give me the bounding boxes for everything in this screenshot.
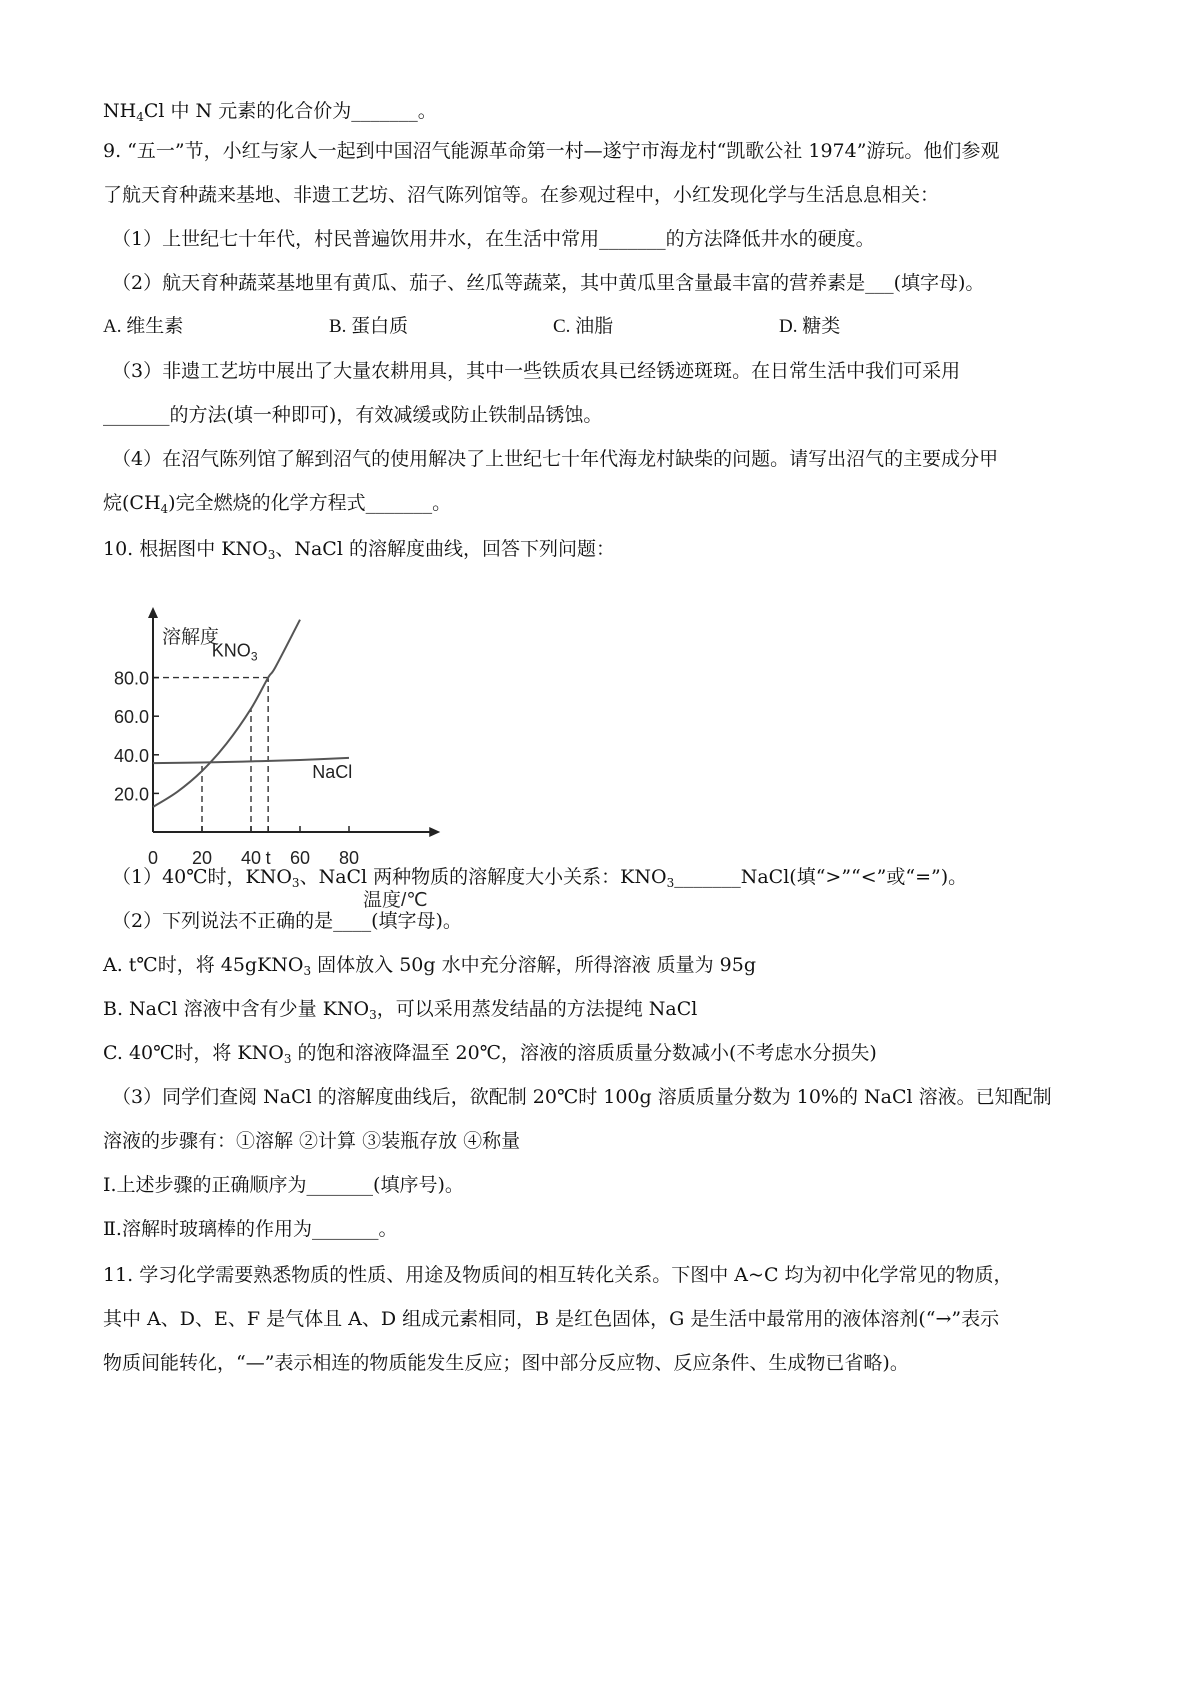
- x-tick-label: 0: [147, 848, 159, 868]
- q10-option-a: A. t℃时，将 45gKNO$_3$ 固体放入 50g 水中充分溶解，所得溶液 质量为 95g: [103, 954, 756, 978]
- q10-part1: （1）40℃时，$KNO_3$、NaCl 两种物质的溶解度大小关系：$KNO_3\_\_\_\_\_\_\_NaCl$(填“>”“<”或“=”)。: [112, 866, 968, 890]
- x-tick-label: 40: [240, 848, 262, 868]
- q10-option-b: B. NaCl 溶液中含有少量 $KNO_3$，可以采用蒸发结晶的方法提纯 NaCl: [103, 998, 698, 1022]
- intro-line: $NH_4Cl$ 中 N 元素的化合价为_______。: [103, 100, 437, 124]
- x-axis-label: 温度/℃: [363, 890, 428, 911]
- q10-part3-line2: 溶液的步骤有：①溶解 ②计算 ③装瓶存放 ④称量: [103, 1130, 521, 1152]
- q10-part2: （2）下列说法不正确的是____(填字母)。: [112, 910, 462, 932]
- q9-option-a: A. 维生素: [103, 316, 184, 337]
- q9-stem-line2: 了航天育种蔬来基地、非遗工艺坊、沼气陈列馆等。在参观过程中，小红发现化学与生活息息相关：: [103, 184, 940, 206]
- q11-line3: 物质间能转化，“—”表示相连的物质能发生反应；图中部分反应物、反应条件、生成物已省略)。: [103, 1352, 909, 1374]
- q11-line2: 其中 A、D、E、F 是气体且 A、D 组成元素相同，B 是红色固体，G 是生活中最常用的液体溶剂(“→”表示: [103, 1308, 1000, 1330]
- q9-part1: （1）上世纪七十年代，村民普遍饮用井水，在生活中常用_______的方法降低井水的硬度。: [112, 228, 875, 250]
- x-tick-label: 80: [338, 848, 360, 868]
- q9-part4-line1: （4）在沼气陈列馆了解到沼气的使用解决了上世纪七十年代海龙村缺柴的问题。请写出沼气的主要成分甲: [112, 448, 999, 470]
- x-axis-arrow: [429, 827, 440, 837]
- q9-stem-line1: 9. “五一”节，小红与家人一起到中国沼气能源革命第一村—遂宁市海龙村“凯歌公社 1974”游玩。他们参观: [103, 140, 1000, 162]
- q10-part3-step-i: I.上述步骤的正确顺序为_______(填序号)。: [103, 1174, 464, 1196]
- y-tick-label: 80.0: [113, 668, 149, 689]
- q9-part3-line2: _______的方法(填一种即可)，有效减缓或防止铁制品锈蚀。: [103, 404, 603, 426]
- y-axis-label: 溶解度: [162, 627, 220, 648]
- x-tick-label: 60: [289, 848, 311, 868]
- q10-option-c: C. 40℃时，将 $KNO_3$ 的饱和溶液降温至 20℃，溶液的溶质质量分数减小(不考虑水分损失): [103, 1042, 877, 1066]
- q10-stem: 10. 根据图中 $KNO_3$、NaCl 的溶解度曲线，回答下列问题：: [103, 538, 615, 562]
- series-label-kno3: $KNO_3$: [211, 640, 258, 664]
- q9-option-c: C. 油脂: [553, 316, 614, 337]
- q11-line1: 11. 学习化学需要熟悉物质的性质、用途及物质间的相互转化关系。下图中 A~C 均为初中化学常见的物质，: [103, 1264, 1013, 1286]
- q10-part3-line1: （3）同学们查阅 NaCl 的溶解度曲线后，欲配制 20℃时 100g 溶质质量分数为 10%的 NaCl 溶液。已知配制: [112, 1086, 1052, 1108]
- y-axis-arrow: [148, 607, 158, 618]
- y-tick-label: 60.0: [113, 707, 149, 728]
- x-tick-label: t: [265, 848, 271, 868]
- q9-option-b: B. 蛋白质: [329, 316, 409, 337]
- q9-option-d: D. 糖类: [779, 316, 841, 337]
- y-tick-label: 20.0: [113, 784, 149, 805]
- x-tick-label: 20: [191, 848, 213, 868]
- q9-part2: （2）航天育种蔬菜基地里有黄瓜、茄子、丝瓜等蔬菜，其中黄瓜里含量最丰富的营养素是___(填字母)。: [112, 272, 985, 294]
- q10-part3-step-ii: Ⅱ.溶解时玻璃棒的作用为_______。: [103, 1218, 398, 1240]
- series-label-nacl: NaCl: [312, 761, 353, 782]
- q9-part3-line1: （3）非遗工艺坊中展出了大量农耕用具，其中一些铁质农具已经锈迹斑斑。在日常生活中我们可采用: [112, 360, 961, 382]
- y-tick-label: 40.0: [113, 745, 149, 766]
- chart-guides: [153, 678, 268, 832]
- q9-part4-line2: 烷$(CH_4)$完全燃烧的化学方程式_______。: [103, 492, 452, 516]
